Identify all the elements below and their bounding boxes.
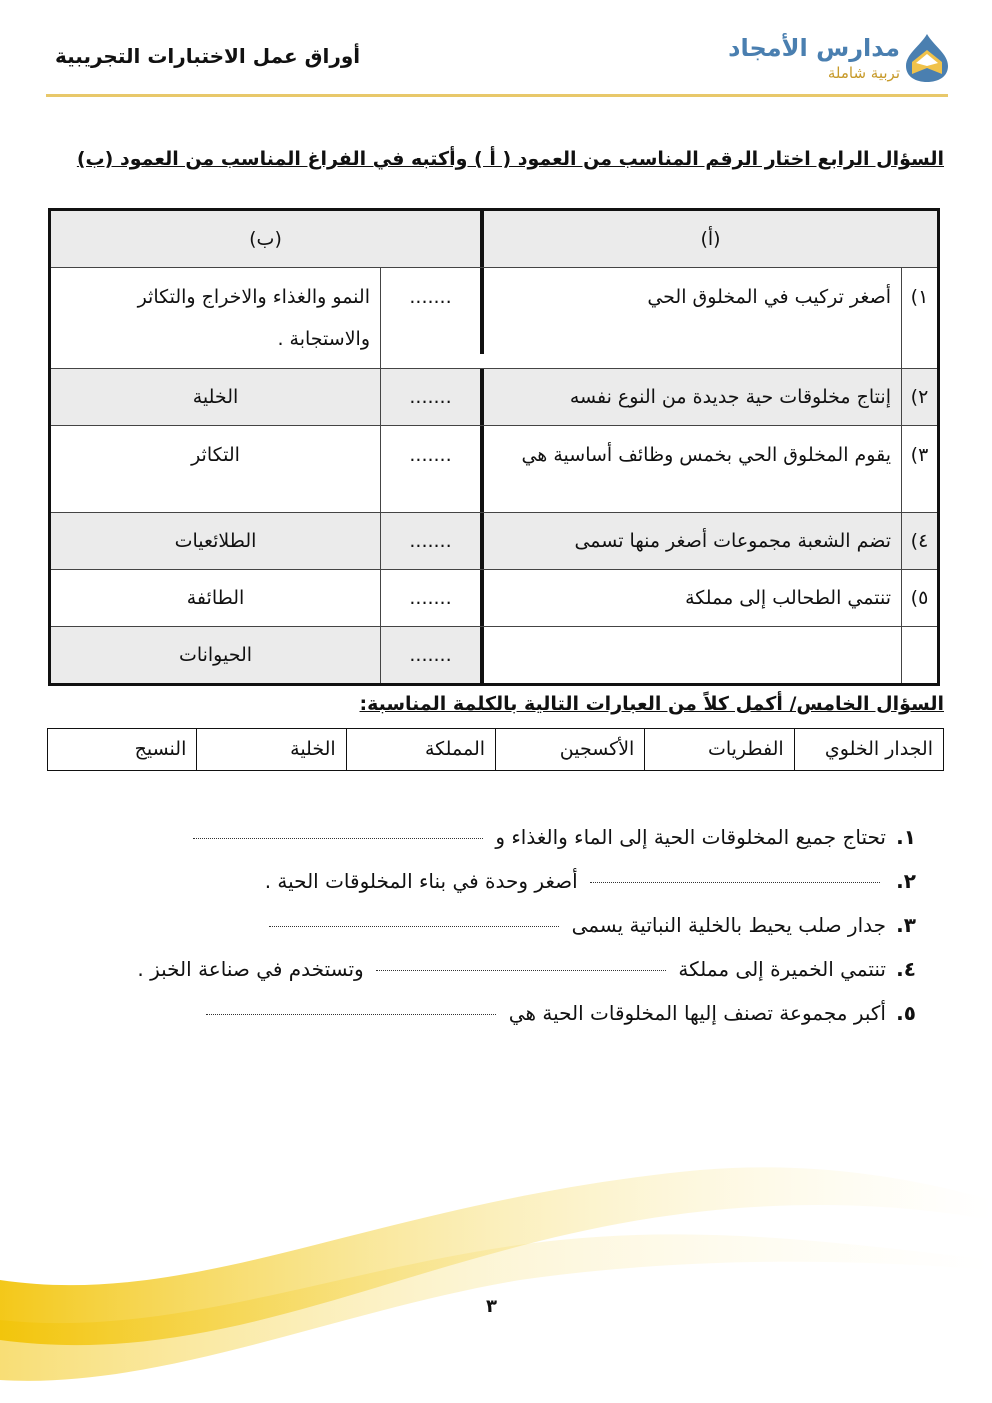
word-bank-item: الأكسجين — [495, 729, 644, 770]
sentence-4 — [86, 950, 916, 994]
sentence-text: جدار صلب يحيط بالخلية النباتية يسمى — [571, 913, 886, 937]
answer-blank[interactable]: ....... — [380, 627, 480, 683]
row-number: ٣) — [901, 426, 937, 512]
fill-blank[interactable] — [376, 970, 666, 971]
fill-blank[interactable] — [206, 1014, 496, 1015]
row-answer-option: الطلائعيات — [174, 530, 257, 552]
page-number: ٣ — [486, 1296, 497, 1317]
word-bank-item: الفطريات — [644, 729, 793, 770]
answer-blank[interactable]: ....... — [380, 268, 480, 368]
answer-blank[interactable]: ....... — [380, 513, 480, 569]
row-answer-option: الخلية — [192, 386, 239, 408]
table-row — [51, 425, 937, 512]
page-header-title: أوراق عمل الاختبارات التجريبية — [55, 44, 361, 68]
sentence-text-after: أصغر وحدة في بناء المخلوقات الحية . — [264, 869, 578, 893]
row-statement: أصغر تركيب في المخلوق الحي — [480, 268, 901, 354]
table-row — [51, 512, 937, 569]
row-answer-option: النمو والغذاء والاخراج والتكاثر والاستجابة . — [137, 286, 370, 350]
header-divider — [46, 94, 948, 97]
question-5-title: السؤال الخامس/ أكمل كلاً من العبارات التالية بالكلمة المناسبة: — [359, 693, 944, 715]
matching-table — [48, 208, 940, 686]
row-statement: يقوم المخلوق الحي بخمس وظائف أساسية هي — [480, 426, 901, 512]
sentence-3 — [86, 906, 916, 950]
sentence-text: تنتمي الخميرة إلى مملكة — [678, 957, 886, 981]
answer-blank[interactable]: ....... — [380, 570, 480, 626]
table-header-row — [51, 211, 937, 267]
sentence-1 — [86, 818, 916, 862]
row-number — [901, 627, 937, 683]
word-bank-item: النسيج — [134, 738, 187, 760]
row-answer-option: الحيوانات — [178, 644, 253, 666]
logo-name: مدارس الأمجاد — [728, 34, 900, 62]
answer-blank[interactable]: ....... — [380, 369, 480, 425]
row-answer-option: الطائفة — [186, 587, 245, 609]
table-row — [51, 626, 937, 683]
question-4-title: السؤال الرابع اختار الرقم المناسب من العمود ( أ ) وأكتبه في الفراغ المناسب من العمود (ب) — [76, 148, 944, 170]
sentence-2 — [86, 862, 916, 906]
row-statement — [480, 627, 901, 683]
sentence-text-after: وتستخدم في صناعة الخبز . — [137, 957, 364, 981]
logo-tagline: تربية شاملة — [827, 64, 900, 82]
row-statement: تضم الشعبة مجموعات أصغر منها تسمى — [480, 513, 901, 569]
sentence-5 — [86, 994, 916, 1038]
sentence-text: تحتاج جميع المخلوقات الحية إلى الماء والغذاء و — [495, 825, 886, 849]
fill-blank[interactable] — [590, 882, 880, 883]
sentence-number: ٤. — [896, 957, 916, 981]
answer-blank[interactable]: ....... — [380, 426, 480, 512]
table-row — [51, 368, 937, 425]
row-number: ١) — [901, 268, 937, 368]
row-answer-option: التكاثر — [191, 444, 240, 466]
sentence-number: ١. — [896, 825, 916, 849]
table-row — [51, 569, 937, 626]
sentence-number: ٣. — [896, 913, 916, 937]
column-a-header: (أ) — [480, 211, 937, 267]
fill-blank[interactable] — [269, 926, 559, 927]
row-statement: تنتمي الطحالب إلى مملكة — [480, 570, 901, 626]
row-number: ٢) — [901, 369, 937, 425]
row-number: ٤) — [901, 513, 937, 569]
sentence-text: أكبر مجموعة تصنف إليها المخلوقات الحية هي — [508, 1001, 886, 1025]
row-number: ٥) — [901, 570, 937, 626]
table-row — [51, 267, 937, 368]
sentence-number: ٥. — [896, 1001, 916, 1025]
word-bank-item: الجدار الخلوي — [794, 729, 943, 770]
fill-in-sentences — [86, 818, 916, 1038]
logo-mark-icon — [904, 32, 950, 84]
decorative-swoosh — [0, 1140, 992, 1403]
word-bank-item: الخلية — [196, 729, 345, 770]
sentence-number: ٢. — [896, 869, 916, 893]
column-b-header: (ب) — [249, 228, 282, 250]
row-statement: إنتاج مخلوقات حية جديدة من النوع نفسه — [480, 369, 901, 425]
word-bank — [47, 728, 944, 771]
school-logo — [728, 30, 950, 86]
word-bank-item: المملكة — [346, 729, 495, 770]
fill-blank[interactable] — [193, 838, 483, 839]
